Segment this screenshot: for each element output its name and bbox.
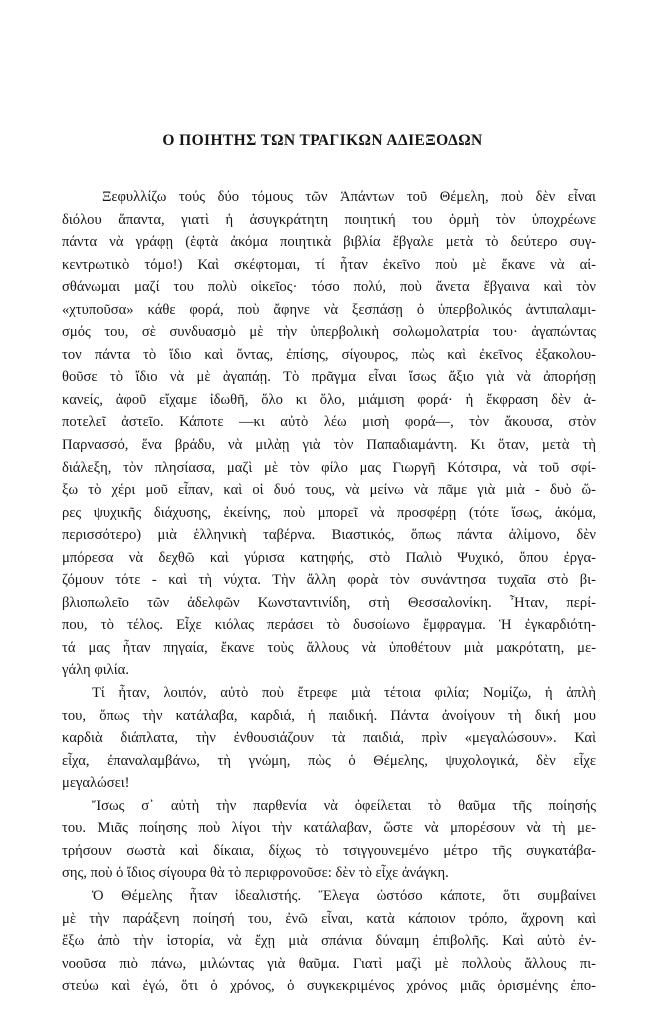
body-text [62, 186, 596, 998]
text-line: τον πάντα τὸ ἴδιο καὶ ὄντας, ἐπίσης, σίγουρος, πὼς καὶ ἐκεῖνος ἐξακολου- [62, 346, 596, 363]
text-line: κεντρωτικὸ τόμο!) Καὶ σκέφτομαι, τί ἦταν ἐκεῖνο ποὺ μὲ ἔκανε νὰ αἰ- [62, 256, 596, 273]
text-line: τά μας ἦταν πηγαία, ἔκανε τοὺς ἄλλους νὰ ὑποθέτουν μιὰ μακρότατη, με- [62, 639, 596, 656]
text-line: σθάνωμαι μαζί του πολὺ οἰκεῖος· τόσο πολύ, ποὺ ἄνετα ἔβγαινα καὶ τὸν [62, 279, 596, 296]
text-line: του, ὅπως τὴν κατάλαβα, καρδιά, ἡ παιδική. Πάντα ἀνοίγουν τὴ δική μου [62, 707, 596, 724]
text-line: που, τὸ τέλος. Εἶχε κιόλας περάσει τὸ δυσοίωνο ἔμφραγμα. Ἡ ἐγκαρδιότη- [62, 617, 596, 634]
text-line: ξω τὸ χέρι μοῦ εἶπαν, καὶ οἱ δυό τους, νὰ μείνω νὰ πᾶμε γιὰ μιὰ - δυὸ ὥ- [62, 482, 596, 499]
text-line: τρήσουν σωστὰ καὶ δίκαια, δίχως τὸ τσιγγουνεμένο μέτρο τῆς συγκατάβα- [62, 842, 596, 859]
text-line: κανείς, ἀφοῦ εἴχαμε ἰδωθῆ, ὅλο κι ὅλο, μιάμιση φορά· ἡ ἔκφραση δὲν ἀ- [62, 391, 596, 408]
text-line: γάλη φιλία. [62, 662, 129, 679]
text-line: μπόρεσα νὰ δεχθῶ καὶ γύρισα κατηφής, στὸ Παλιὸ Ψυχικό, ὅπου ἐργα- [62, 549, 596, 566]
text-line: Παρνασσό, ἕνα βράδυ, νὰ μιλὰῃ γιὰ τὸν Παπαδιαμάντη. Κι ὅταν, μετὰ τὴ [62, 437, 596, 454]
text-line: πάντα νὰ γράφῃ (ἑφτὰ ἀκόμα ποιητικὰ βιβλία ἔβγαλε μετὰ τὸ δεύτερο συγ- [62, 234, 596, 251]
text-line: «χτυποῦσα» κάθε φορά, ποὺ ἄφηνε νὰ ξεσπάσῃ ὁ ὑπερβολικός ἀντιπαλαμι- [62, 301, 596, 318]
text-line: περισσότερο) μιὰ ἑλληνικὴ ταβέρνα. Βιαστικός, ὅπως πάντα ἀλίμονο, δὲν [62, 527, 596, 544]
text-line: ποτελεῖ ἀστεῖο. Κάποτε —κι αὐτὸ λέω μισὴ φορά—, τὸν ἄκουσα, στὸν [62, 414, 596, 431]
text-line: ζόμουν τότε - καὶ τὴ νύχτα. Τὴν ἄλλη φορὰ τὸν συνάντησα τυχαῖα στὸ βι- [62, 572, 596, 589]
text-line: στεύω καὶ ἐγώ, ὅτι ὁ χρόνος, ὁ συγκεκριμένος χρόνος μιᾶς ὁρισμένης ἐπο- [62, 978, 596, 995]
text-line: του. Μιᾶς ποίησης ποὺ λίγοι τὴν κατάλαβαν, ὥστε νὰ μπορέσουν νὰ τὴ με- [62, 820, 596, 837]
text-line: διόλου ἅπαντα, γιατὶ ἡ ἀσυγκράτητη ποιητική του ὁρμὴ τὸν ὑποχρέωνε [62, 211, 596, 228]
chapter-title: Ο ΠΟΙΗΤΗΣ ΤΩΝ ΤΡΑΓΙΚΩΝ ΑΔΙΕΞΟΔΩΝ [162, 132, 483, 149]
text-line: Τί ἦταν, λοιπόν, αὐτὸ ποὺ ἔτρεφε μιὰ τέτοια φιλία; Νομίζω, ἡ ἁπλὴ [92, 685, 596, 702]
text-line: σης, ποὺ ὁ ἴδιος σίγουρα θὰ τὸ περιφρονοῦσε: δὲν τὸ εἶχε ἀνάγκη. [62, 865, 449, 882]
text-line: θοῦσε τὸ ἴδιο νὰ μὲ ἀγαπάῃ. Τὸ πρᾶγμα εἶναι ἴσως ἄξιο γιὰ νὰ ἀπορήσῃ [62, 369, 596, 386]
text-line: νοοῦσα πιὸ πάνω, μιλώντας γιὰ θαῦμα. Γιατὶ μαζὶ μὲ πολλοὺς ἄλλους πι- [62, 955, 596, 972]
text-line: Ὁ Θέμελης ἦταν ἰδεαλιστής. Ἔλεγα ὡστόσο κάποτε, ὅτι συμβαίνει [92, 887, 596, 904]
text-line: Ξεφυλλίζω τούς δύο τόμους τῶν Ἁπάντων τοῦ Θέμελη, ποὺ δὲν εἶναι [102, 189, 596, 205]
text-line: βλιοπωλεῖο τῶν ἀδελφῶν Κωνσταντινίδη, στὴ Θεσσαλονίκη. Ἦταν, περί- [62, 594, 596, 611]
text-line: σμός του, σὲ συνδυασμὸ μὲ τὴν ὑπερβολικὴ σολωμολατρία του· ἀγαπώντας [62, 324, 596, 341]
text-line: ρες ψυχικῆς διάχυσης, ἐκείνης, ποὺ μπορεῖ νὰ προσφέρῃ (τότε ἴσως, ἀκόμα, [62, 504, 596, 521]
text-line: μεγαλώσει! [62, 775, 130, 792]
text-line: ἔξω ἀπὸ τὴν ἱστορία, νὰ ἔχῃ μιὰ σπάνια δύναμη ἐπιβολῆς. Καὶ αὐτὸ ἐν- [62, 933, 596, 950]
text-line: εἶχα, ἐπαναλαμβάνω, τὴ γνώμη, πὼς ὁ Θέμελης, ψυχολογικά, δὲν εἶχε [62, 752, 596, 769]
text-line: Ἴσως σ᾽ αὐτὴ τὴν παρθενία νὰ ὀφείλεται τὸ θαῦμα τῆς ποίησής [92, 797, 596, 814]
text-line: καρδιὰ διάπλατα, τὴν ἐνθουσιάζουν τὰ παιδιά, πρὶν «μεγαλώσουν». Καὶ [62, 730, 596, 747]
text-line: διάλεξη, τὸν πλησίασα, μαζὶ μὲ τὸν φίλο μας Γιωργῆ Κότσιρα, νὰ τοῦ σφί- [62, 459, 596, 476]
text-line: μὲ τὴν παράξενη ποίησή του, ἐνῶ εἶναι, κατὰ κάποιον τρόπο, ἄχρονη καὶ [62, 910, 596, 927]
